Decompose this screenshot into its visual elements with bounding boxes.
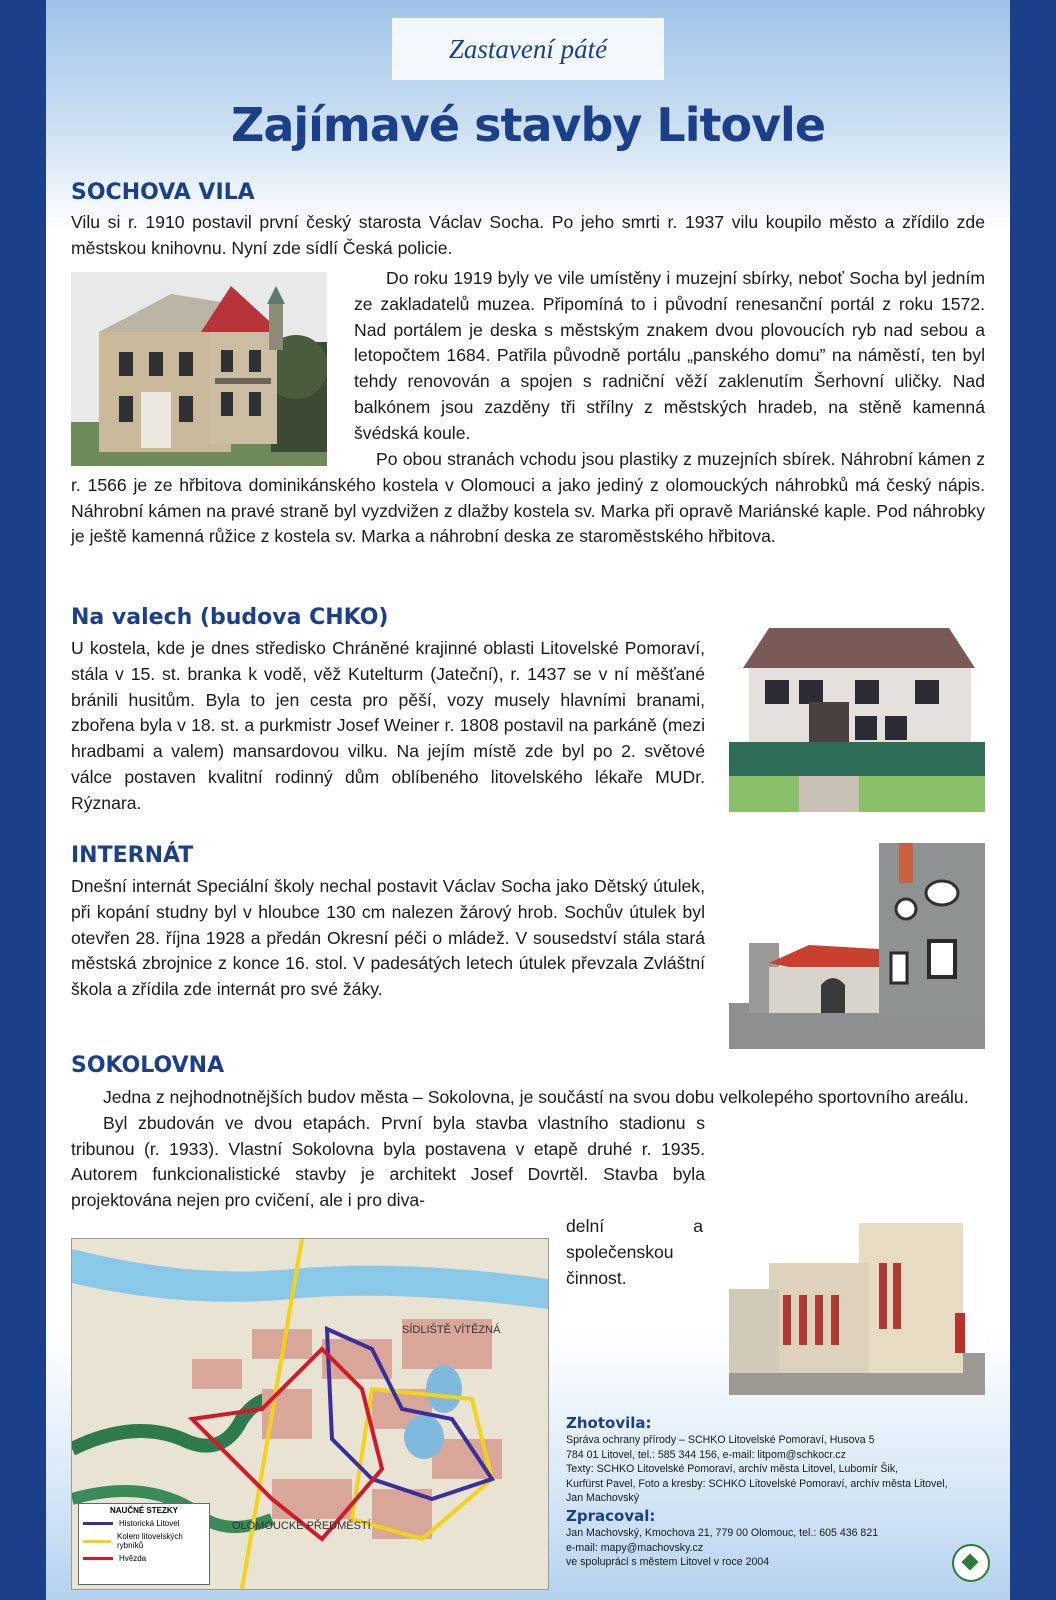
legend-line-icon — [83, 1540, 111, 1543]
legend-label: Historická Litovel — [119, 1519, 180, 1528]
legend-label: Kolem litovelských rybníků — [117, 1532, 183, 1550]
credits — [566, 1413, 1006, 1570]
heading-sokolovna: SOKOLOVNA — [71, 1053, 225, 1078]
internat-photo — [729, 833, 985, 1049]
heading-internat: INTERNÁT — [71, 843, 194, 868]
page-title: Zajímavé stavby Litovle — [230, 98, 826, 152]
legend-label: Hvězda — [119, 1554, 147, 1563]
sochova-text-1 — [71, 210, 985, 262]
internat-p1: Dnešní internát Speciální školy nechal postavit Václav Socha jako Dětský útulek, při kopání studny byl v hloubce 130 cm nalezen žárový hrob. Sochův útulek byl otevřen 28. října 1928 a předán Okresní péči o mládež. V sousedství stála stará městská zbrojnice z konce 16. stol. V padesátých letech útulek převzala Zvláštní škola a zřídila zde internát pro své žáky. — [71, 876, 705, 1000]
internat-text — [71, 874, 705, 1003]
legend-line-icon — [83, 1522, 113, 1525]
credits-line: Jan Machovský — [566, 1492, 640, 1505]
credits-line: Jan Machovský, Kmochova 21, 779 00 Olomouc, tel.: 605 436 821 — [566, 1526, 879, 1539]
credits-line: e-mail: mapy@machovsky.cz — [566, 1541, 704, 1554]
sochova-vila-photo — [71, 272, 327, 466]
sochova-p3: Po obou stranách vchodu jsou plastiky z muzejních sbírek. Náhrobní kámen z r. 1566 je ze hřbitova dominikánského kostela v Olomouci a jako jediný z olomouckých náhrobků má český nápis. Náhrobní kámen na pravé straně byl vyzdvižen z dlažby kostela sv. Marka při opravě Mariánské kaple. Pod náhrobky je ještě kamenná růžice z kostela sv. Marka a náhrobní deska ze staroměstského hřbitova. — [71, 449, 985, 547]
credits-line: Texty: SCHKO Litovelské Pomoraví, archív města Litovel, Lubomír Šik, — [566, 1463, 899, 1476]
credits-line: ve spolupráci s městem Litovel v roce 2004 — [566, 1556, 770, 1569]
map-label-predmesti: OLOMOUCKÉ PŘEDMĚSTÍ — [232, 1520, 371, 1532]
credits-line: 784 01 Litovel, tel.: 585 344 156, e-mail: litpom@schkocr.cz — [566, 1448, 846, 1461]
trail-map[interactable] — [71, 1238, 549, 1590]
legend-item — [79, 1530, 209, 1552]
chko-building-photo — [729, 628, 985, 812]
credits-line: Kurfürst Pavel, Foto a kresby: SCHKO Litovelské Pomoraví, archív města Litovel, — [566, 1477, 948, 1490]
sochova-p2: Do roku 1919 byly ve vile umístěny i muzejní sbírky, neboť Socha byl jedním ze zakladatelů muzea. Připomíná to i původní renesanční portál z roku 1572. Nad portálem je deska s městským znakem dvou plovoucích ryb nad sebou a letopočtem 1684. Patřila původně portálu „panského domu” na náměstí, ten byl tehdy renovován a spojen s radniční věží zaklenutím Šerhovní uličky. Nad balkónem jsou zazděny tři střílny z městských hradeb, na stěně kamenná švédská koule. — [354, 268, 985, 443]
credits-heading-processed: Zpracoval: — [566, 1506, 656, 1525]
sokolovna-text-1 — [71, 1085, 985, 1214]
valy-text — [71, 636, 705, 817]
sokolovna-p2: Byl zbudován ve dvou etapách. První byla stavba vlastního stadionu s tribunou (r. 1933). Vlastní Sokolovna byla postavena v etapě druhé r. 1935. Autorem funkcionalistické stavby je architekt Josef Dovrtěl. Stavba byla projektována nejen pro cvičení, ale i pro diva- — [71, 1112, 705, 1211]
sochova-text-3 — [71, 447, 985, 550]
legend-title: NAUČNÉ STEZKY — [109, 1506, 178, 1515]
legend-item — [79, 1552, 209, 1565]
sokolovna-p1: Jedna z nejhodnotnějších budov města – Sokolovna, je součástí na svou dobu velkolepého sportovního areálu. — [103, 1087, 969, 1107]
machovsky-logo-icon — [952, 1544, 990, 1582]
map-label-sidliste: SÍDLIŠTĚ VÍTĚZNÁ — [402, 1324, 501, 1336]
legend-item — [79, 1517, 209, 1530]
sokolovna-photo — [729, 1203, 985, 1395]
heading-na-valech: Na valech (budova CHKO) — [71, 605, 389, 630]
logo-mark — [962, 1554, 979, 1571]
sokolovna-p3: delní a společenskou činnost. — [566, 1216, 703, 1288]
sokolovna-text-2 — [566, 1214, 703, 1291]
valy-p1: U kostela, kde je dnes středisko Chráněné krajinné oblasti Litovelské Pomoraví, stála v 15. st. branka k vodě, věž Kutelturm (Jateční), r. 1437 se v ní měšťané bránili husitům. Byla to jen cesta pro pěší, vozy musely hlavními branami, zbořena byla v 18. st. a purkmistr Josef Weiner r. 1808 postavil na parkáně (mezi hradbami a valem) mansardovou vilku. Na jejím místě zde byl po 2. světové válce postaven kvalitní rodinný dům oblíbeného litovelského lékaře MUDr. Rýznara. — [71, 638, 705, 813]
sochova-p1: Vilu si r. 1910 postavil první český starosta Václav Socha. Po jeho smrti r. 1937 vilu koupilo město a zřídilo zde městskou knihovnu. Nyní zde sídlí Česká policie. — [71, 212, 985, 258]
legend-line-icon — [83, 1557, 113, 1560]
sochova-text-2 — [354, 266, 985, 447]
subtitle: Zastavení páté — [448, 33, 608, 64]
credits-heading-made: Zhotovila: — [566, 1414, 652, 1432]
map-legend — [78, 1503, 210, 1585]
subtitle-box — [392, 18, 664, 80]
heading-sochova-vila: SOCHOVA VILA — [71, 180, 255, 205]
credits-line: Správa ochrany přírody – SCHKO Litovelské Pomoraví, Husova 5 — [566, 1434, 875, 1446]
